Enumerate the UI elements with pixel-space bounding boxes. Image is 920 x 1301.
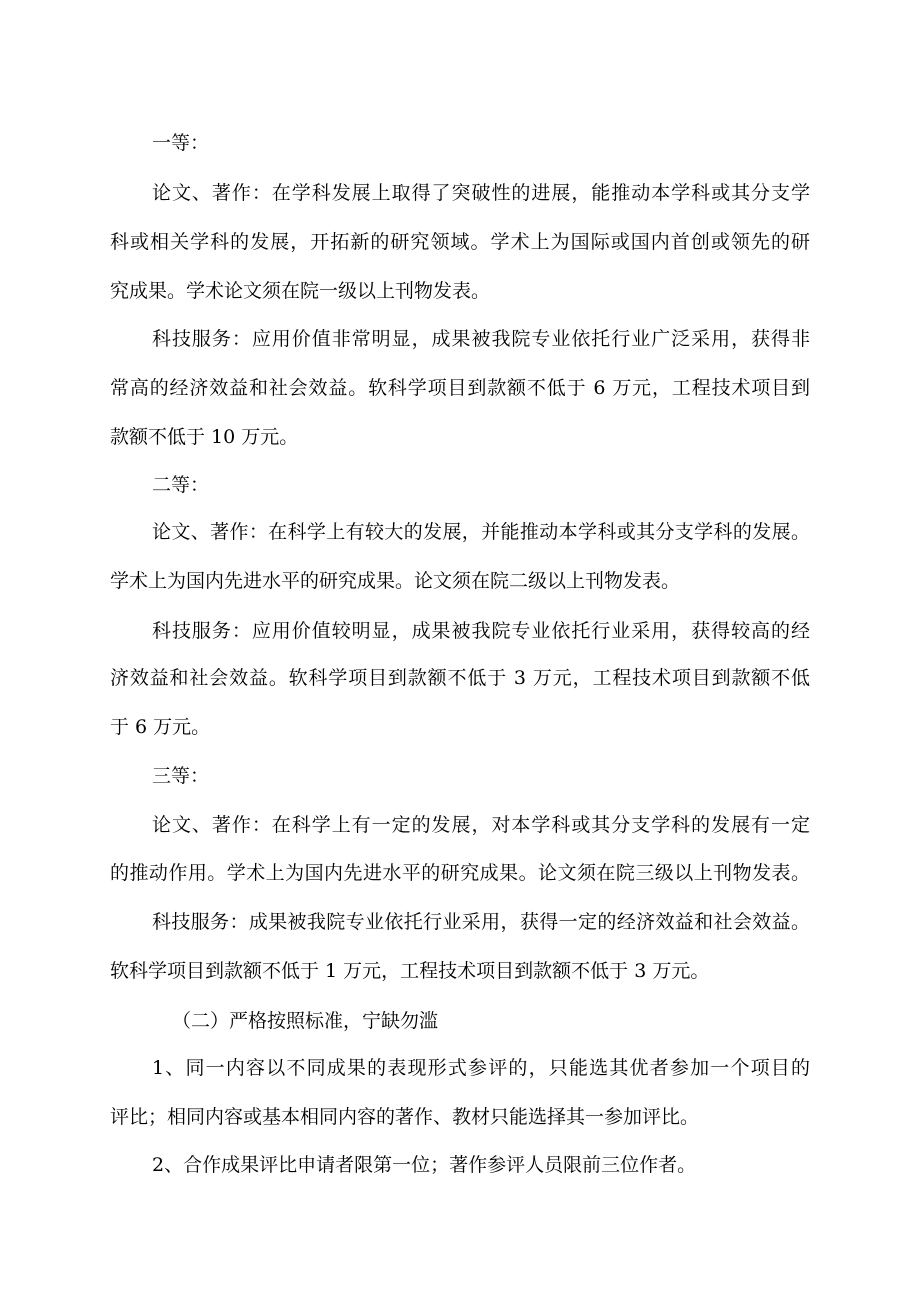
grade1-service-line-3: 款额不低于 10 万元。: [110, 426, 299, 448]
grade2-paper-line-1: 论文、著作：在科学上有较大的发展，并能推动本学科或其分支学科的发展。: [152, 521, 810, 543]
grade2-paper-line-2: 学术上为国内先进水平的研究成果。论文须在院二级以上刊物发表。: [110, 570, 681, 592]
grade1-service-line-2: 常高的经济效益和社会效益。软科学项目到款额不低于 6 万元，工程技术项目到: [110, 377, 810, 399]
grade3-service-line-2: 软科学项目到款额不低于 1 万元，工程技术项目到款额不低于 3 万元。: [110, 960, 710, 982]
grade3-paper-line-1: 论文、著作：在科学上有一定的发展，对本学科或其分支学科的发展有一定: [152, 814, 810, 836]
grade1-paper-line-3: 究成果。学术论文须在院一级以上刊物发表。: [110, 280, 491, 302]
grade3-paper-line-2: 的推动作用。学术上为国内先进水平的研究成果。论文须在院三级以上刊物发表。: [110, 862, 810, 884]
grade3-service-line-1: 科技服务：成果被我院专业依托行业采用，获得一定的经济效益和社会效益。: [152, 911, 810, 933]
grade1-paper-line-2: 科或相关学科的发展，开拓新的研究领域。学术上为国际或国内首创或领先的研: [110, 231, 810, 253]
grade3-title: 三等：: [152, 765, 210, 787]
rule2-line-1: 2、合作成果评比申请者限第一位；著作参评人员限前三位作者。: [152, 1154, 697, 1176]
section2-heading: （二）严格按照标准，宁缺勿滥: [172, 1010, 439, 1032]
grade2-service-line-1: 科技服务：应用价值较明显，成果被我院专业依托行业采用，获得较高的经: [152, 620, 810, 642]
grade1-title: 一等：: [152, 132, 210, 154]
grade1-service-line-1: 科技服务：应用价值非常明显，成果被我院专业依托行业广泛采用，获得非: [152, 328, 810, 350]
rule1-line-1: 1、同一内容以不同成果的表现形式参评的，只能选其优者参加一个项目的: [152, 1057, 810, 1079]
grade1-paper-line-1: 论文、著作：在学科发展上取得了突破性的进展，能推动本学科或其分支学: [152, 182, 810, 204]
rule1-line-2: 评比；相同内容或基本相同内容的著作、教材只能选择其一参加评比。: [110, 1106, 700, 1128]
grade2-service-line-3: 于 6 万元。: [110, 716, 211, 738]
grade2-title: 二等：: [152, 474, 210, 496]
grade2-service-line-2: 济效益和社会效益。软科学项目到款额不低于 3 万元，工程技术项目到款额不低: [110, 667, 810, 689]
